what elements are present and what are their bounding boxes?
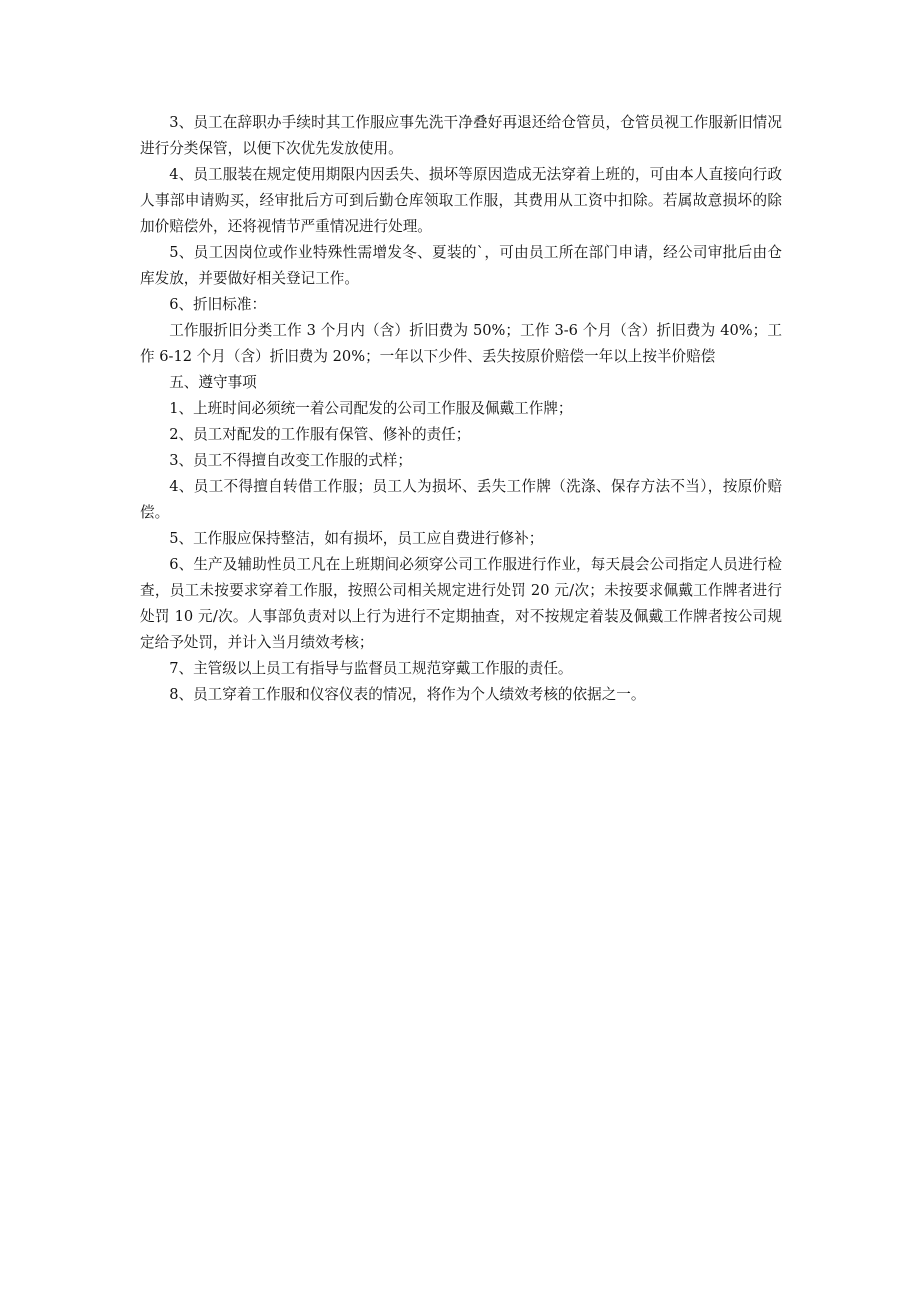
rule-item-4: 4、员工不得擅自转借工作服；员工人为损坏、丢失工作牌（洗涤、保存方法不当），按原价赔偿。	[140, 478, 782, 521]
paragraph-depreciation-heading: 6、折旧标准：	[169, 296, 267, 313]
paragraph-seasonal-uniform: 5、员工因岗位或作业特殊性需增发冬、夏装的`，可由员工所在部门申请，经公司审批后由仓库发放，并要做好相关登记工作。	[140, 244, 782, 287]
document-page	[140, 110, 782, 708]
rule-item-5: 5、工作服应保持整洁，如有损坏，员工应自费进行修补；	[169, 530, 544, 547]
rule-item-2: 2、员工对配发的工作服有保管、修补的责任；	[169, 426, 471, 443]
rule-item-3: 3、员工不得擅自改变工作服的式样；	[169, 452, 412, 469]
rule-item-6: 6、生产及辅助性员工凡在上班期间必须穿公司工作服进行作业，每天晨会公司指定人员进行检查，员工未按要求穿着工作服，按照公司相关规定进行处罚 20 元/次；未按要求佩戴工作牌者进行处罚 10 元/次。人事部负责对以上行为进行不定期抽查，对不按规定着装及佩戴工作牌者按公司规定给予处罚，并计入当月绩效考核；	[140, 556, 782, 651]
rule-item-8: 8、员工穿着工作服和仪容仪表的情况，将作为个人绩效考核的依据之一。	[169, 686, 646, 703]
paragraph-lost-damaged-uniform: 4、员工服装在规定使用期限内因丢失、损坏等原因造成无法穿着上班的，可由本人直接向行政人事部申请购买，经审批后方可到后勤仓库领取工作服，其费用从工资中扣除。若属故意损坏的除加价赔偿外，还将视情节严重情况进行处理。	[140, 166, 782, 235]
section-heading-compliance: 五、遵守事项	[169, 374, 257, 391]
rule-item-1: 1、上班时间必须统一着公司配发的公司工作服及佩戴工作牌；	[169, 400, 573, 417]
paragraph-return-uniform: 3、员工在辞职办手续时其工作服应事先洗干净叠好再退还给仓管员，仓管员视工作服新旧情况进行分类保管，以便下次优先发放使用。	[140, 114, 782, 157]
paragraph-depreciation-rates: 工作服折旧分类工作 3 个月内（含）折旧费为 50%；工作 3-6 个月（含）折旧费为 40%；工作 6-12 个月（含）折旧费为 20%；一年以下少件、丢失按原价赔偿一年以上按半价赔偿	[140, 322, 782, 365]
rule-item-7: 7、主管级以上员工有指导与监督员工规范穿戴工作服的责任。	[169, 660, 573, 677]
